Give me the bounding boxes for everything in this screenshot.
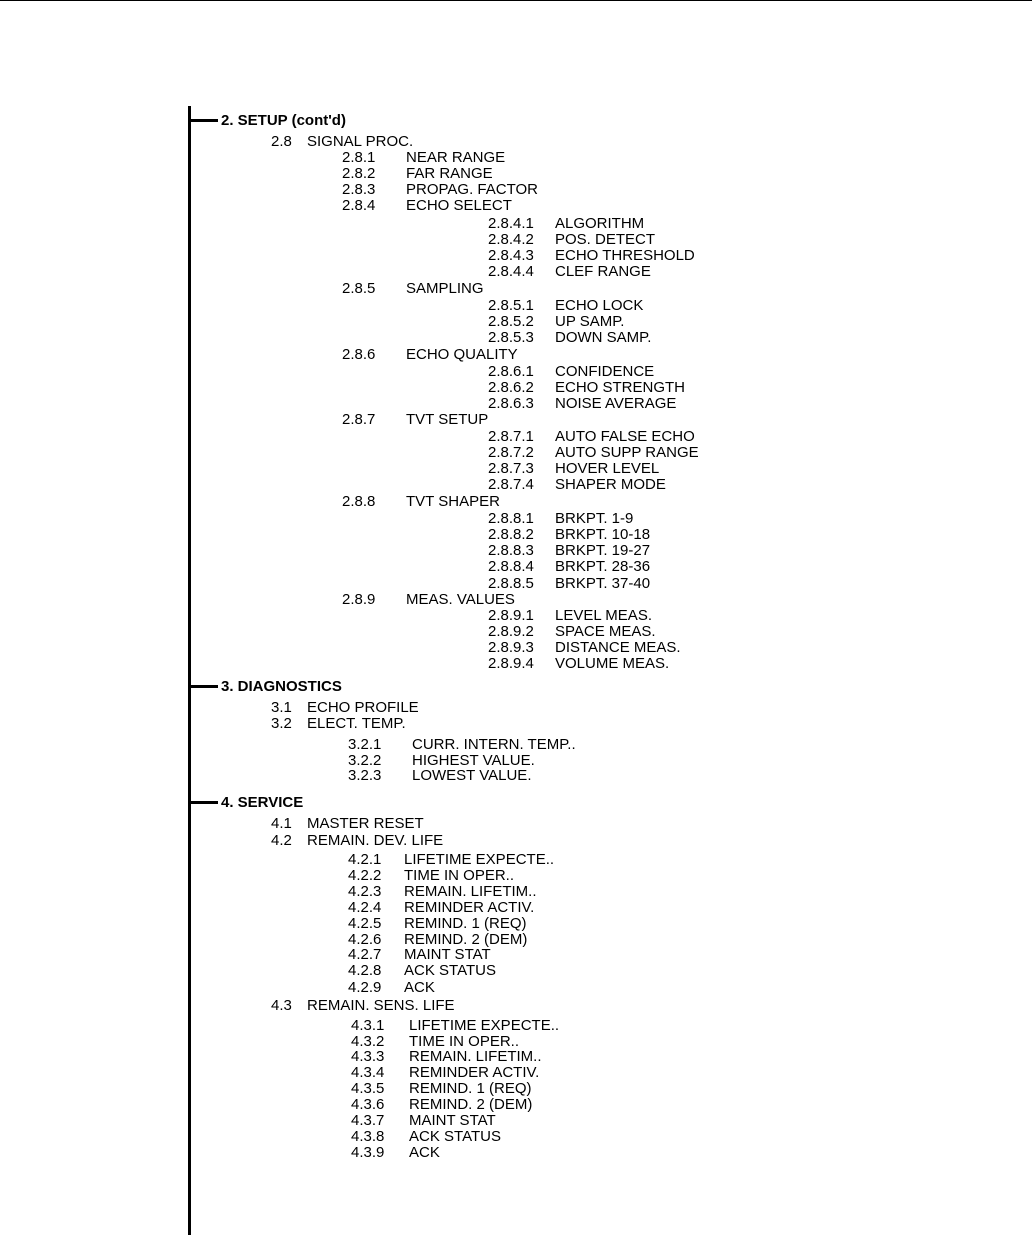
- menu-item-label: CONFIDENCE: [555, 363, 655, 380]
- menu-item-label: REMAIN. SENS. LIFE: [307, 997, 455, 1014]
- menu-item-number: 4.2.3: [348, 883, 382, 900]
- menu-item-number: 3.2.2: [348, 752, 382, 769]
- menu-item-label: TIME IN OPER..: [409, 1033, 520, 1050]
- menu-item-number: 4.3.1: [351, 1017, 385, 1034]
- menu-item-label: ELECT. TEMP.: [307, 715, 406, 732]
- menu-item-number: 2.8.9.3: [488, 639, 534, 656]
- menu-item-number: 3.2.3: [348, 767, 382, 784]
- menu-item-number: 4.3.2: [351, 1033, 385, 1050]
- menu-item-number: 2.8.4.4: [488, 263, 534, 280]
- menu-item-number: 2.8.6.1: [488, 363, 534, 380]
- menu-item-label: TVT SHAPER: [406, 493, 500, 510]
- menu-item-label: DOWN SAMP.: [555, 329, 652, 346]
- menu-item-number: 2.8.9.1: [488, 607, 534, 624]
- menu-item-number: 2.8.9.4: [488, 655, 534, 672]
- menu-item-label: ECHO LOCK: [555, 297, 644, 314]
- menu-item-number: 2.8.5: [342, 280, 376, 297]
- menu-item-label: AUTO FALSE ECHO: [555, 428, 695, 445]
- menu-item-label: REMINDER ACTIV.: [409, 1064, 540, 1081]
- menu-item-label: NOISE AVERAGE: [555, 395, 677, 412]
- menu-item-label: LIFETIME EXPECTE..: [409, 1017, 560, 1034]
- menu-item-number: 2.8.4.2: [488, 231, 534, 248]
- menu-item-label: LOWEST VALUE.: [412, 767, 532, 784]
- menu-tree-trunk: [188, 106, 191, 1235]
- section-heading: 2. SETUP (cont'd): [221, 112, 346, 129]
- menu-item-number: 4.2.6: [348, 931, 382, 948]
- menu-item-number: 2.8.8.1: [488, 510, 534, 527]
- menu-item-number: 2.8.4.1: [488, 215, 534, 232]
- tree-branch: [190, 119, 218, 122]
- menu-item-number: 4.3.6: [351, 1096, 385, 1113]
- menu-item-label: REMIND. 1 (REQ): [409, 1080, 532, 1097]
- menu-item-label: BRKPT. 28-36: [555, 558, 651, 575]
- menu-item-label: SAMPLING: [406, 280, 484, 297]
- menu-item-number: 4.2.7: [348, 946, 382, 963]
- menu-item-label: NEAR RANGE: [406, 149, 506, 166]
- section-heading: 3. DIAGNOSTICS: [221, 678, 342, 695]
- menu-item-number: 2.8.9: [342, 591, 376, 608]
- menu-item-label: PROPAG. FACTOR: [406, 181, 538, 198]
- menu-item-number: 2.8.6: [342, 346, 376, 363]
- menu-item-label: BRKPT. 37-40: [555, 575, 651, 592]
- menu-item-number: 2.8.8.5: [488, 575, 534, 592]
- menu-item-label: ACK STATUS: [404, 962, 496, 979]
- section-heading: 4. SERVICE: [221, 794, 304, 811]
- menu-item-number: 2.8.3: [342, 181, 376, 198]
- menu-item-label: REMAIN. LIFETIM..: [409, 1048, 542, 1065]
- menu-item-label: ACK: [409, 1144, 440, 1161]
- menu-item-number: 4.3: [271, 997, 292, 1014]
- menu-item-label: BRKPT. 10-18: [555, 526, 651, 543]
- menu-item-number: 2.8.8.4: [488, 558, 534, 575]
- menu-item-label: VOLUME MEAS.: [555, 655, 670, 672]
- menu-item-label: ECHO THRESHOLD: [555, 247, 695, 264]
- tree-branch: [190, 685, 218, 688]
- menu-item-number: 4.1: [271, 815, 292, 832]
- tree-branch: [190, 801, 218, 804]
- menu-item-number: 2.8.2: [342, 165, 376, 182]
- menu-item-label: REMIND. 2 (DEM): [404, 931, 528, 948]
- menu-item-label: LIFETIME EXPECTE..: [404, 851, 555, 868]
- menu-item-label: SPACE MEAS.: [555, 623, 656, 640]
- menu-item-number: 2.8.8.2: [488, 526, 534, 543]
- menu-item-label: TVT SETUP: [406, 411, 489, 428]
- menu-item-number: 2.8.5.1: [488, 297, 534, 314]
- menu-item-number: 3.1: [271, 699, 292, 716]
- menu-item-label: BRKPT. 1-9: [555, 510, 634, 527]
- menu-item-label: HOVER LEVEL: [555, 460, 660, 477]
- menu-item-label: MASTER RESET: [307, 815, 424, 832]
- menu-item-number: 4.3.5: [351, 1080, 385, 1097]
- menu-item-label: HIGHEST VALUE.: [412, 752, 535, 769]
- menu-item-label: FAR RANGE: [406, 165, 493, 182]
- menu-item-label: REMAIN. LIFETIM..: [404, 883, 537, 900]
- menu-item-label: CURR. INTERN. TEMP..: [412, 736, 576, 753]
- menu-item-number: 2.8.7.4: [488, 476, 534, 493]
- menu-item-number: 4.3.3: [351, 1048, 385, 1065]
- menu-item-number: 2.8.5.3: [488, 329, 534, 346]
- menu-item-number: 4.2.5: [348, 915, 382, 932]
- menu-item-number: 2.8.8.3: [488, 542, 534, 559]
- menu-item-label: ECHO SELECT: [406, 197, 512, 214]
- menu-item-label: POS. DETECT: [555, 231, 656, 248]
- menu-item-label: UP SAMP.: [555, 313, 625, 330]
- menu-item-label: BRKPT. 19-27: [555, 542, 651, 559]
- menu-item-number: 2.8.1: [342, 149, 376, 166]
- menu-item-number: 4.3.8: [351, 1128, 385, 1145]
- menu-item-number: 2.8: [271, 133, 292, 150]
- menu-item-label: ALGORITHM: [555, 215, 645, 232]
- menu-item-label: DISTANCE MEAS.: [555, 639, 681, 656]
- menu-item-label: REMIND. 1 (REQ): [404, 915, 527, 932]
- menu-item-number: 4.2.9: [348, 979, 382, 996]
- menu-item-number: 2.8.4: [342, 197, 376, 214]
- menu-item-number: 2.8.4.3: [488, 247, 534, 264]
- menu-item-label: ACK: [404, 979, 435, 996]
- menu-item-number: 2.8.6.3: [488, 395, 534, 412]
- menu-item-label: SIGNAL PROC.: [307, 133, 414, 150]
- menu-item-number: 3.2: [271, 715, 292, 732]
- menu-item-label: CLEF RANGE: [555, 263, 651, 280]
- top-rule: [0, 0, 1032, 1]
- menu-item-label: MAINT STAT: [409, 1112, 496, 1129]
- menu-item-number: 4.2.1: [348, 851, 382, 868]
- menu-item-label: LEVEL MEAS.: [555, 607, 652, 624]
- menu-item-label: ECHO STRENGTH: [555, 379, 686, 396]
- menu-item-number: 3.2.1: [348, 736, 382, 753]
- menu-item-number: 4.3.9: [351, 1144, 385, 1161]
- menu-item-number: 4.2.2: [348, 867, 382, 884]
- menu-item-number: 4.2.4: [348, 899, 382, 916]
- menu-item-label: ECHO QUALITY: [406, 346, 518, 363]
- menu-item-label: REMINDER ACTIV.: [404, 899, 535, 916]
- menu-item-label: ECHO PROFILE: [307, 699, 419, 716]
- menu-item-number: 2.8.5.2: [488, 313, 534, 330]
- menu-item-number: 2.8.6.2: [488, 379, 534, 396]
- menu-item-number: 2.8.8: [342, 493, 376, 510]
- menu-item-number: 4.2: [271, 832, 292, 849]
- menu-item-number: 2.8.7.1: [488, 428, 534, 445]
- menu-item-label: TIME IN OPER..: [404, 867, 515, 884]
- menu-item-number: 2.8.7.3: [488, 460, 534, 477]
- menu-item-number: 2.8.7.2: [488, 444, 534, 461]
- menu-item-label: ACK STATUS: [409, 1128, 501, 1145]
- menu-item-number: 4.3.7: [351, 1112, 385, 1129]
- menu-item-label: REMIND. 2 (DEM): [409, 1096, 533, 1113]
- menu-item-label: MAINT STAT: [404, 946, 491, 963]
- menu-item-number: 2.8.9.2: [488, 623, 534, 640]
- menu-item-label: AUTO SUPP RANGE: [555, 444, 699, 461]
- menu-item-label: SHAPER MODE: [555, 476, 666, 493]
- menu-item-label: MEAS. VALUES: [406, 591, 515, 608]
- menu-item-number: 4.2.8: [348, 962, 382, 979]
- menu-item-label: REMAIN. DEV. LIFE: [307, 832, 444, 849]
- menu-item-number: 4.3.4: [351, 1064, 385, 1081]
- menu-item-number: 2.8.7: [342, 411, 376, 428]
